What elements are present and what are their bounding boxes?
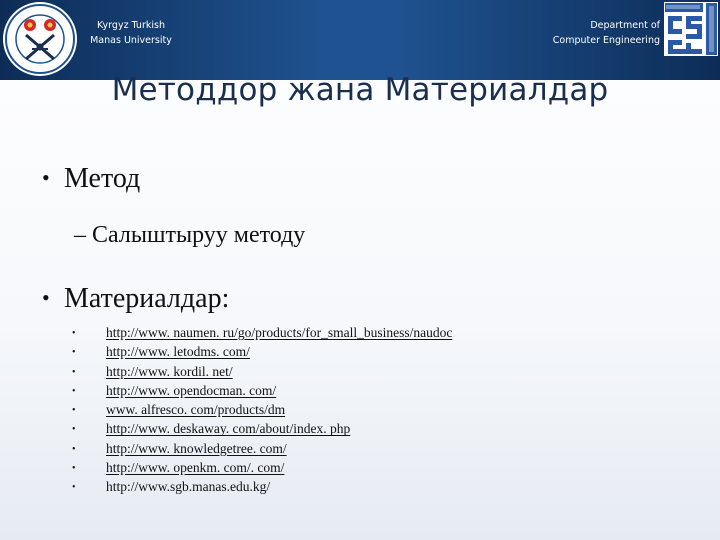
bullet-materials: [42, 283, 229, 315]
link-opendocman[interactable]: http://www. opendocman. com/: [106, 382, 277, 398]
bullet-marker: •: [72, 424, 76, 436]
bullet-method-text: Метод: [64, 163, 141, 194]
bullet-marker: •: [72, 385, 76, 397]
list-item: [72, 458, 452, 477]
bullet-marker: •: [72, 443, 76, 455]
department-name-line-1: Department of: [590, 20, 660, 31]
link-sgb-manas[interactable]: http://www.sgb.manas.edu.kg/: [106, 479, 271, 495]
link-knowledgetree[interactable]: http://www. knowledgetree. com/: [106, 440, 287, 456]
list-item: [72, 419, 452, 438]
list-item: [72, 381, 452, 400]
department-name-line-2: Computer Engineering: [552, 35, 660, 46]
university-name-line-2: Manas University: [90, 35, 172, 46]
list-item: [72, 477, 452, 496]
university-name-line-1: Kyrgyz Turkish: [97, 20, 165, 31]
list-item: [72, 439, 452, 458]
university-name: [76, 18, 186, 48]
list-item: [72, 362, 452, 381]
link-deskaway[interactable]: http://www. deskaway. com/about/index. php: [106, 421, 351, 437]
computer-engineering-logo: [664, 2, 718, 56]
list-item: [72, 342, 452, 361]
bullet-marker: •: [42, 285, 50, 310]
bullet-marker: •: [72, 463, 76, 475]
bullet-marker: •: [72, 328, 76, 339]
bullet-marker: •: [72, 366, 76, 378]
department-name: [530, 18, 660, 48]
bullet-materials-text: Материалдар:: [64, 283, 230, 314]
university-seal-logo: [2, 1, 78, 77]
sub-bullet-comparison-method: – Салыштыруу методу: [74, 222, 306, 248]
list-item: [72, 323, 452, 342]
link-naumen[interactable]: http://www. naumen. ru/go/products/for_small_business/naudoc: [106, 325, 453, 340]
bullet-marker: •: [72, 482, 76, 494]
bullet-method: [42, 163, 140, 195]
link-letodms[interactable]: http://www. letodms. com/: [106, 344, 250, 360]
materials-link-list: [72, 323, 452, 497]
list-item: [72, 400, 452, 419]
slide-title: Методдор жана Материалдар: [111, 72, 609, 108]
header-band: [0, 0, 720, 80]
bullet-marker: •: [72, 347, 76, 359]
link-alfresco[interactable]: www. alfresco. com/products/dm: [106, 402, 286, 418]
link-openkm[interactable]: http://www. openkm. com/. com/: [106, 460, 285, 476]
bullet-marker: •: [42, 165, 50, 190]
link-kordil[interactable]: http://www. kordil. net/: [106, 363, 233, 379]
bullet-marker: •: [72, 405, 76, 417]
